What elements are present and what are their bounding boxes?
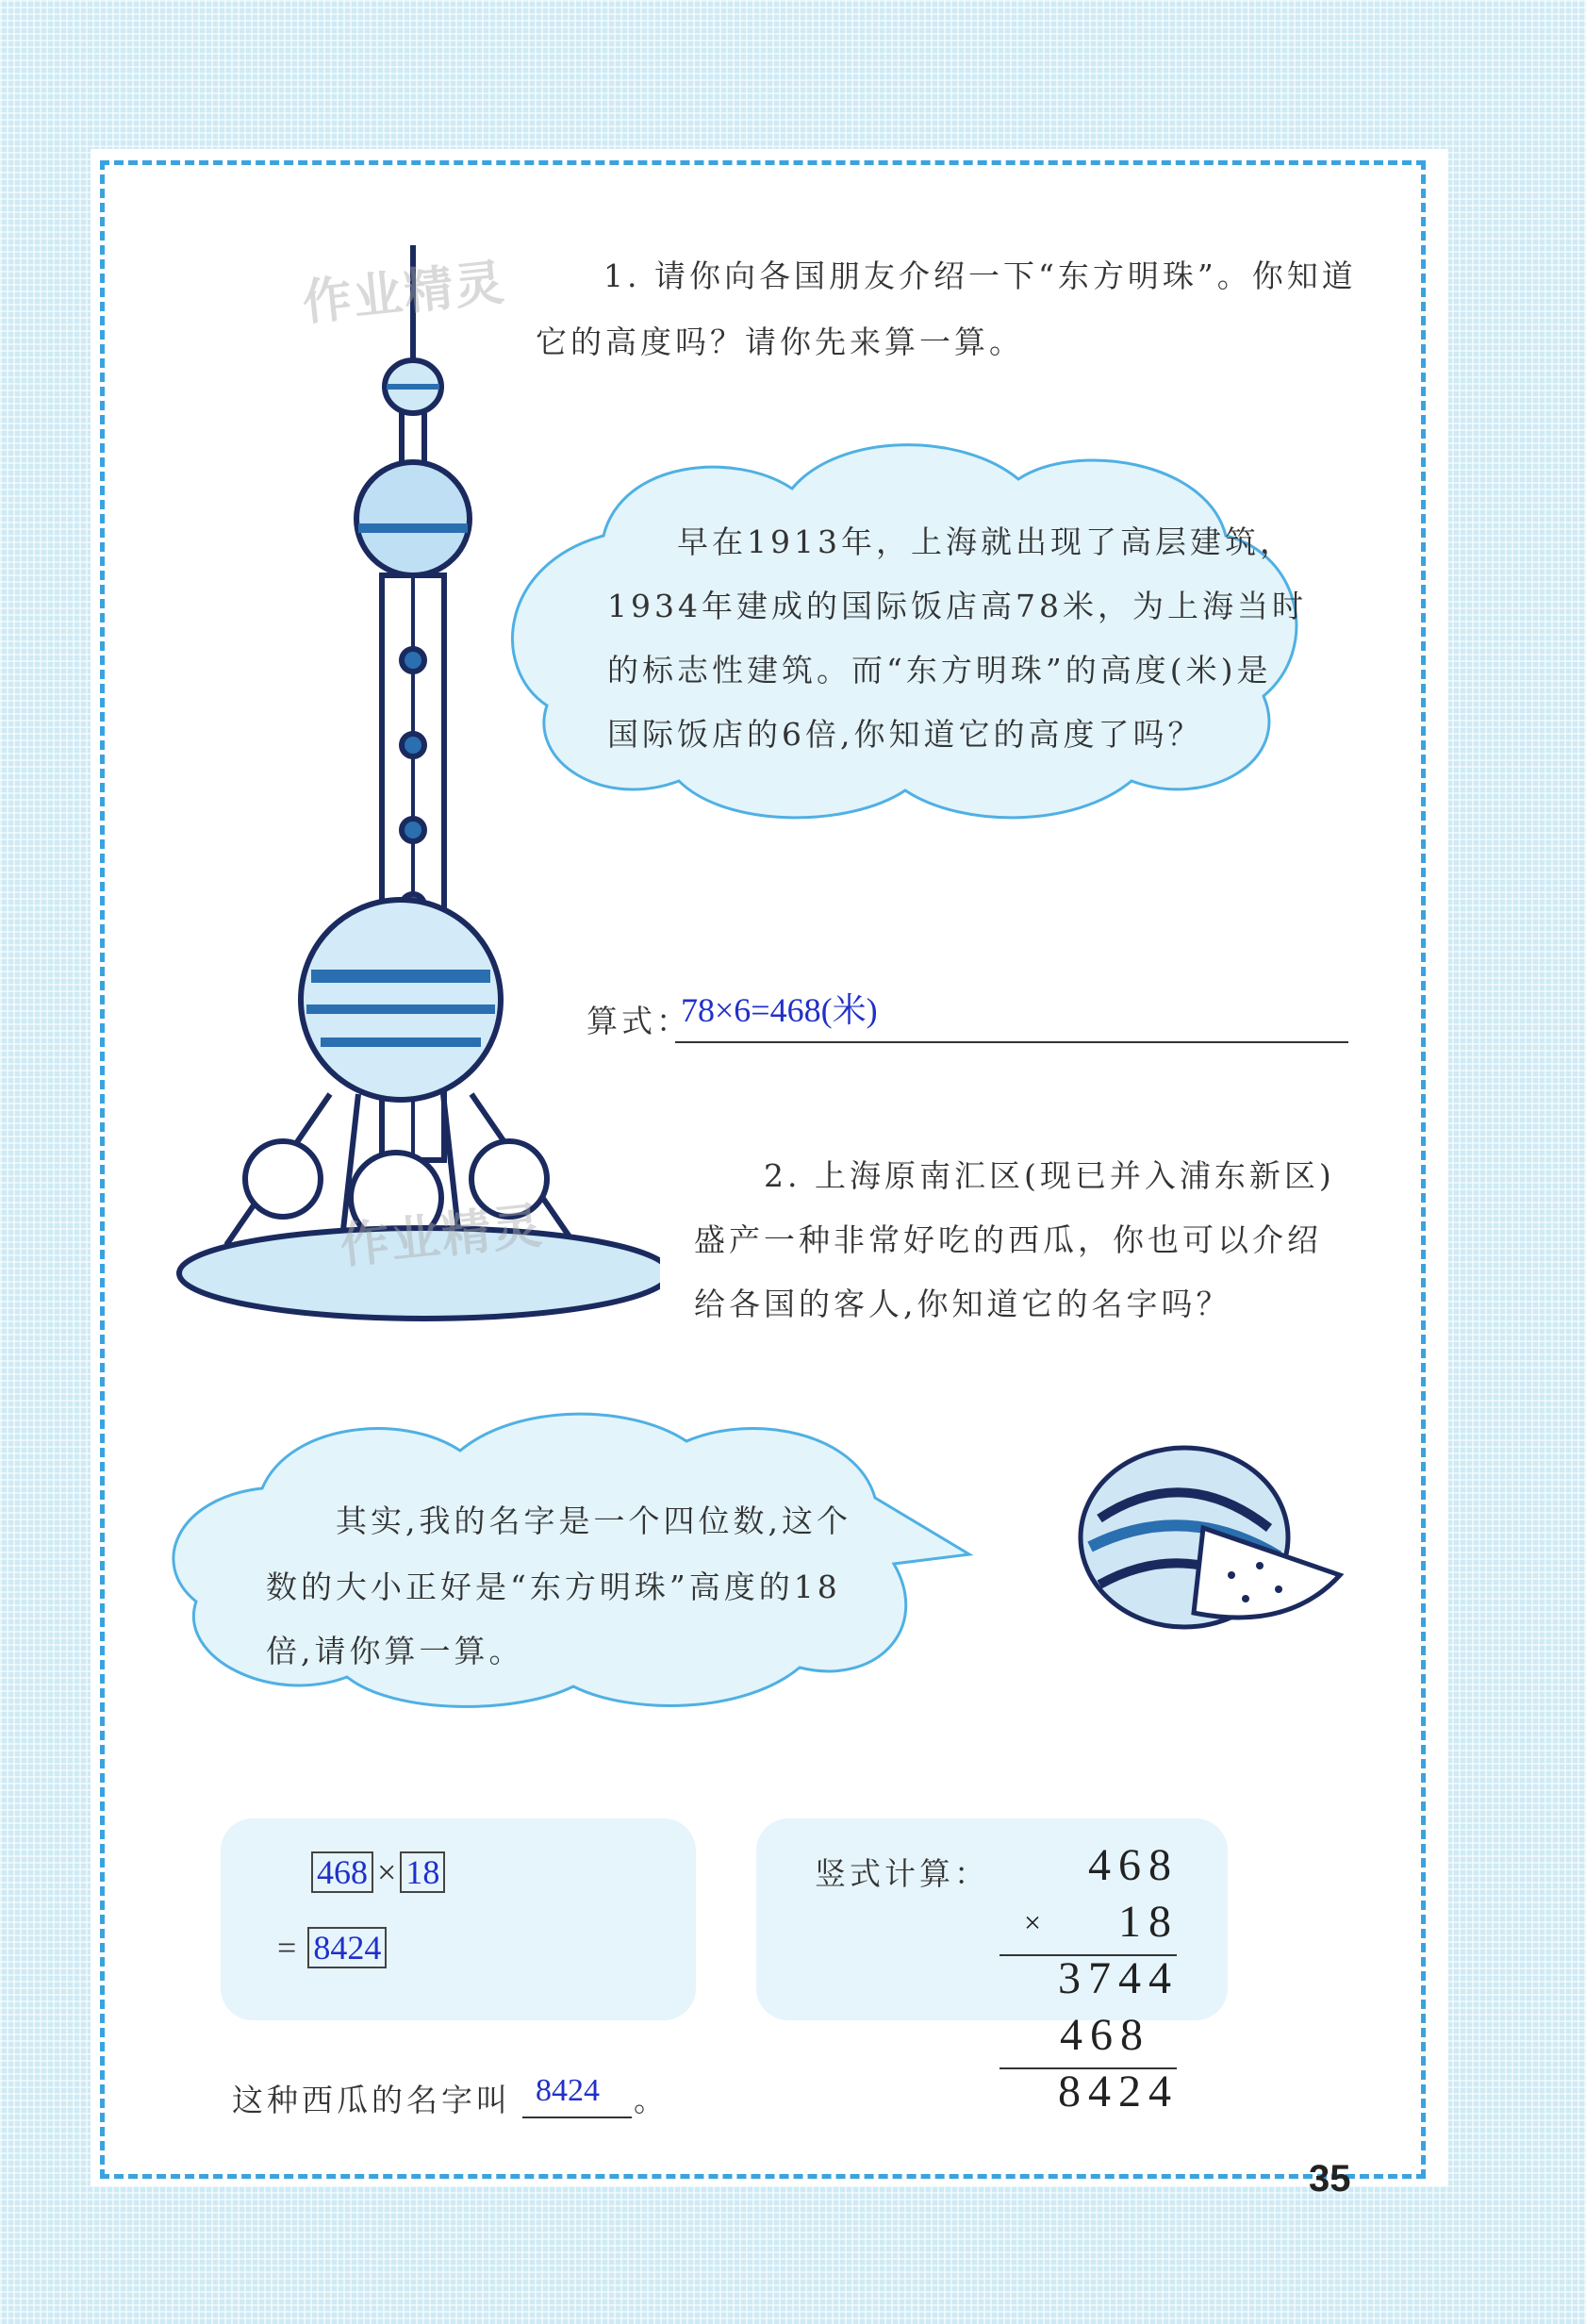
vertical-row1: 468 xyxy=(1088,1840,1179,1890)
name-prefix: 这种西瓜的名字叫 xyxy=(232,2082,511,2118)
formula-underline xyxy=(675,1041,1348,1043)
q1-line2: 它的高度吗？请你先来算一算。 xyxy=(536,324,1024,360)
cloud2-line2: 数的大小正好是“东方明珠”高度的18 xyxy=(266,1569,841,1605)
calc-a-box[interactable]: 468 xyxy=(311,1851,373,1893)
name-answer: 8424 xyxy=(536,2073,600,2108)
name-underline xyxy=(522,2116,632,2118)
cloud1-line2: 1934年建成的国际饭店高78米，为上海当时 xyxy=(607,588,1307,624)
calc-result-box[interactable]: 8424 xyxy=(307,1927,387,1968)
cloud1-line4: 国际饭店的6倍,你知道它的高度了吗？ xyxy=(607,716,1203,753)
calc-row1 xyxy=(311,1839,445,1905)
calc-op: × xyxy=(377,1853,397,1891)
vertical-row3: 3744 xyxy=(1058,1953,1179,2003)
cloud1-line3: 的标志性建筑。而“东方明珠”的高度(米)是 xyxy=(607,652,1272,689)
q2-line2: 盛产一种非常好吃的西瓜，你也可以介绍 xyxy=(694,1221,1322,1258)
vertical-label: 竖式计算： xyxy=(815,1855,989,1892)
watermark-middle: 作业精灵 xyxy=(338,1197,547,1276)
page-number: 35 xyxy=(1309,2158,1351,2200)
cloud1-line1: 早在1913年，上海就出现了高层建筑， xyxy=(677,523,1295,560)
q1-line1: 1. 请你向各国朋友介绍一下“东方明珠”。你知道 xyxy=(603,257,1357,294)
formula-answer: 78×6=468(米) xyxy=(681,991,878,1029)
cloud2-line1: 其实,我的名字是一个四位数,这个 xyxy=(336,1502,851,1539)
cloud2-line3: 倍,请你算一算。 xyxy=(266,1633,524,1669)
q2-line1: 2. 上海原南汇区(现已并入浦东新区) xyxy=(764,1157,1335,1194)
calc-b-box[interactable]: 18 xyxy=(400,1851,445,1893)
q2-line3: 给各国的客人,你知道它的名字吗？ xyxy=(694,1286,1231,1322)
vertical-times: × xyxy=(1024,1905,1049,1939)
vertical-row5: 8424 xyxy=(1058,2067,1179,2116)
vertical-row2: 18 xyxy=(1118,1897,1179,1947)
formula-label: 算式： xyxy=(586,1003,691,1039)
vertical-row4: 468 xyxy=(1060,2010,1150,2060)
watermark-top: 作业精灵 xyxy=(300,254,509,333)
name-suffix: 。 xyxy=(634,2082,669,2118)
calc-eq: = xyxy=(277,1929,297,1967)
calc-row2 xyxy=(277,1915,387,1981)
watermelon-illustration xyxy=(1071,1443,1354,1641)
